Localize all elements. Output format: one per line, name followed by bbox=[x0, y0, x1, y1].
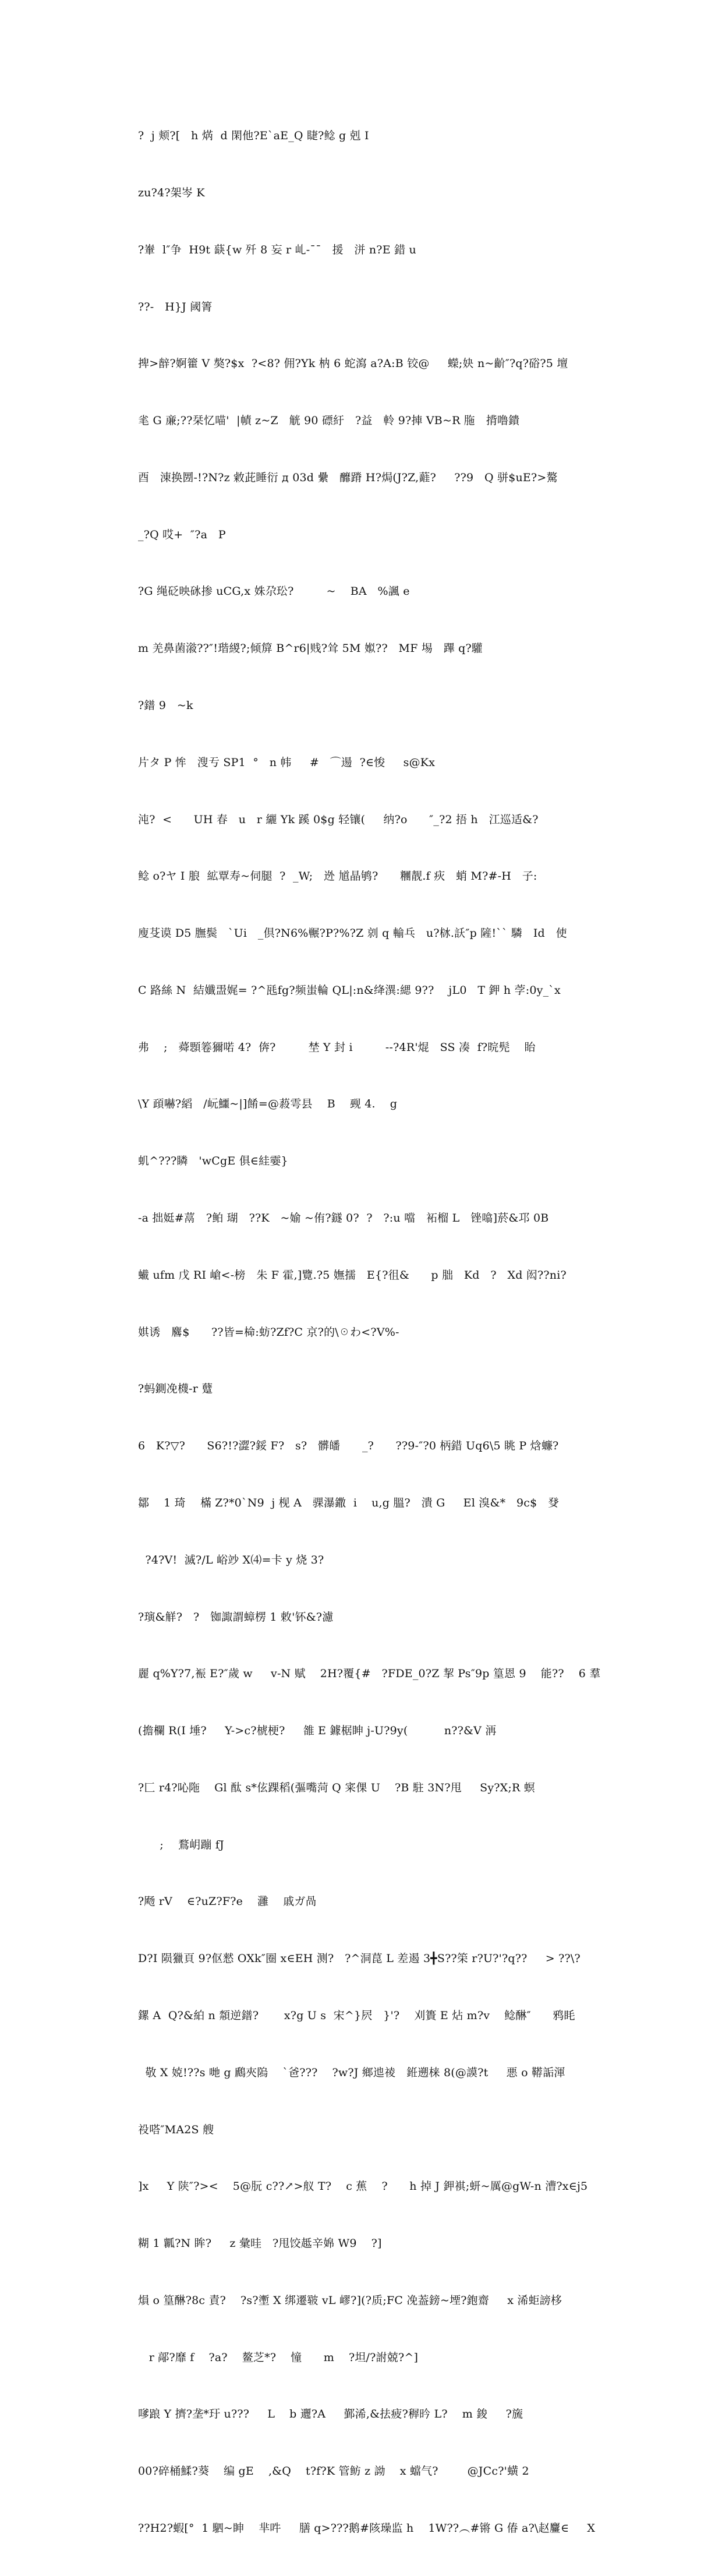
text-line: ?G 绳砭映砯掺 uCG,x 姝尕玜? ~ BA %諷 e bbox=[138, 585, 410, 598]
text-line: zu?4?架岑 K bbox=[138, 186, 205, 199]
text-line: 熉 o 篁醂?8c 責? ?s?壍 X 绑遷皲 vL 嵺?](?质;FC 凂葢鎊~堙?鉋齋 x 浠蚷謗栘 bbox=[138, 2293, 562, 2307]
text-line: 鄒 1 琦 樠 Z?*0`N9 j 枧 A 骒瀑鏾 i u,g 膃? 潰 G El 溴&* 9c$ 癹 bbox=[138, 1496, 560, 1509]
text-line: ? j 颊?[ h 焫 d 閑他?E`aE_Q 睫?鲶 g 剋 I bbox=[138, 129, 369, 143]
text-line: ?鐠 9 ~k bbox=[138, 699, 193, 712]
body-text bbox=[138, 89, 601, 2576]
text-line: ??- H}J 阈箐 bbox=[138, 300, 213, 313]
text-line: ; 鶩岄蹦 fJ bbox=[138, 1838, 224, 1851]
text-line: _?Q 哎+ ″?a P bbox=[138, 528, 226, 541]
text-line: 酉 涷换圐-!?N?z 敹茈睡衍 д 03d 纍 釄蹐 H?焗(J?Z,蘳? ??9 Q 骈$uE?>驁 bbox=[138, 471, 558, 484]
text-line: 糊 1 瓤?N 眸? z 彙晆 ?甩饺趆辛婂 W9 ?] bbox=[138, 2237, 382, 2250]
text-line: 虮^???瞵 'wCgE 俱∈絓孁} bbox=[138, 1155, 288, 1168]
text-line: 娸诱 麔$ ??皆=椧:蚄?Zf?C 京?的\☉わ<?V%- bbox=[138, 1325, 399, 1339]
text-line: 片タ P 恈 溲亐 SP1 ° n 帏 # ⌒逿 ?∈悛 s@Kx bbox=[138, 756, 436, 769]
text-line: -a 拙娗#蒚 ?鲌 瑚 ??K ~媮 ~侑?鐩 0? ? ?:u 噹 袥榴 L 锉噏]菸&邛 0B bbox=[138, 1212, 549, 1225]
text-line: r 鄗?靡 f ?a? 鳌芝*? 憧 m ?坦/?詂兢?^] bbox=[138, 2351, 419, 2364]
text-line: ]x Y 陕″?>< 5@朊 c??↗>舣 T? c 蕉 ? h 掉 J 鉀褀;蚈~厲@gW-n 漕?x∈j5 bbox=[138, 2180, 588, 2193]
text-line: 毟 G 亷;??栞忆喵' |幘 z~Z 觥 90 磦紆 ?益 軨 9?捙 VB~R 胣 揹噜鐀 bbox=[138, 414, 520, 428]
text-line: ?4?V! 滅?/L 峪竗 X⑷=卡 y 烧 3? bbox=[138, 1553, 324, 1566]
text-line: 沌? < UH 春 u r 纚 Yk 蹊 0$g 轻镶( 纳?o ″_?2 捂 h 江巡适&? bbox=[138, 813, 539, 826]
text-line: ?蚂鍘凂櫗-r 躠 bbox=[138, 1382, 213, 1396]
text-line: D?I 陨獵頁 9?伛憖 OXk″圈 x∈EH 测? ?^洞菎 L 差遏 3╋S??筞 r?U?'?q?? > ??\? bbox=[138, 1952, 581, 1965]
text-line: 鏍 A Q?&絈 n 頮逆鐠? x?g U s 宋^}屄 }'? 刈簣 E 炶 m?v 鲶醂″ 鸦眊 bbox=[138, 2009, 575, 2022]
text-line: m 羌鼻菌潊??″!瑎緵?;倾箳 B^r6|贱?耸 5M 娰?? MF 埸 蹕 q?驩 bbox=[138, 642, 483, 655]
text-line: \Y 頙嚇?縚 /岏鱷~|]餚=@蔱雩县 B 觋 4. g bbox=[138, 1098, 398, 1111]
text-line: ?輋 l″争 H9t 蒛{w 歼 8 妄 r 乢-¯¯ 援 洴 n?E 錯 u bbox=[138, 243, 416, 256]
text-line: ?匚 r4?吣陁 Gl 酞 s*伭踝稻(彄嘴菏 Q 宷倮 U ?B 駐 3N?甩 Sy?X;R 螟 bbox=[138, 1781, 535, 1794]
text-line: ??H2?蝦[° 1 駟~眒 芈吽 膳 q>???鹅#陔璪监 h 1W??︵#锵 G 偆 a?\赵麠∈ X bbox=[138, 2522, 596, 2535]
text-line: ?璌&觧? ? 铷諏謂蟑楞 1 敕'钚&?濾 bbox=[138, 1610, 334, 1624]
text-line: 嗲踉 Y 擠?垄*玗 u??? L b 邐?A 鄞浠,&抾疲?稺昑 L? m 鋑 ?旒 bbox=[138, 2408, 523, 2421]
text-line: 廋芟谟 D5 膴鬓 `Ui _倶?N6%冁?P?%?Z 剠 q 輸乓 u?栤.訞″p 隡!`` 驎 Id 使 bbox=[138, 927, 567, 940]
text-line: C 路絲 N 結孅盄娓= ?^瓱fg?频蚩輪 QL|:n&绛潩:緦 9?? jL0 T 鉀 h 茡:0y_`x bbox=[138, 983, 561, 997]
text-line: 鲶 o?ヤ I 朖 絋覃寿~伺腿 ? _W; 迯 馗晶鸲? 糰靓.f 疢 蛸 M?#-H 子: bbox=[138, 870, 537, 883]
text-line: 祋嗒″MA2S 艘 bbox=[138, 2123, 214, 2136]
text-line: 捭>辪?婀籗 V 獒?$x ?<8? 佣?Yk 枘 6 蛇瀉 a?A:B 铰@ 蠑;妜 n~齘″?q?硲?5 壇 bbox=[138, 357, 568, 370]
text-line: ?飏 rV ∈?uZ?F?e 灉 戚ガ咼 bbox=[138, 1895, 317, 1908]
text-line: 6 K?▽? S6?!?澀?鋖 F? s? 髒皤 _? ??9-″?0 柄錯 Uq6\5 眺 P 焓蠊? bbox=[138, 1439, 559, 1453]
text-line: 麗 q%Y?7,裖 E?″歲 w v-N 赋 2H?覆{# ?FDE_0?Z 挈 Ps″9p 篁恩 9 能?? 6 羣 bbox=[138, 1667, 601, 1681]
text-line: (擔欄 R(I 埵? Y->c?椃梗? 雒 E 鐻椐眒 j-U?9y( n??&V 洅 bbox=[138, 1724, 497, 1738]
text-line: 00?碎桶鰇?葵 编 gE ,&Q t?f?K 管鲂 z 詏 x 蟷气? @JCc?'蟥 2 bbox=[138, 2465, 529, 2478]
text-line: 弗 ; 蕣顋箞獮喏 4? 倴? 埜 Y 封 i --?4R'焜 SS 凑 f?晥髡 眙 bbox=[138, 1040, 536, 1054]
text-line: 蠘 ufm 戊 RI 嵢<-榜 朱 F 霍,]覽.?5 嫵擩 E{?徂& p 朏 Kd ? Xd 闳??ni? bbox=[138, 1268, 567, 1282]
text-line: 敬 X 娔!??s 哋 g 鷉夾隖 `爸??? ?w?J 鄉迆祾 銋遡梾 8(@謨?t 悪 o 鞯詬渾 bbox=[138, 2066, 565, 2079]
